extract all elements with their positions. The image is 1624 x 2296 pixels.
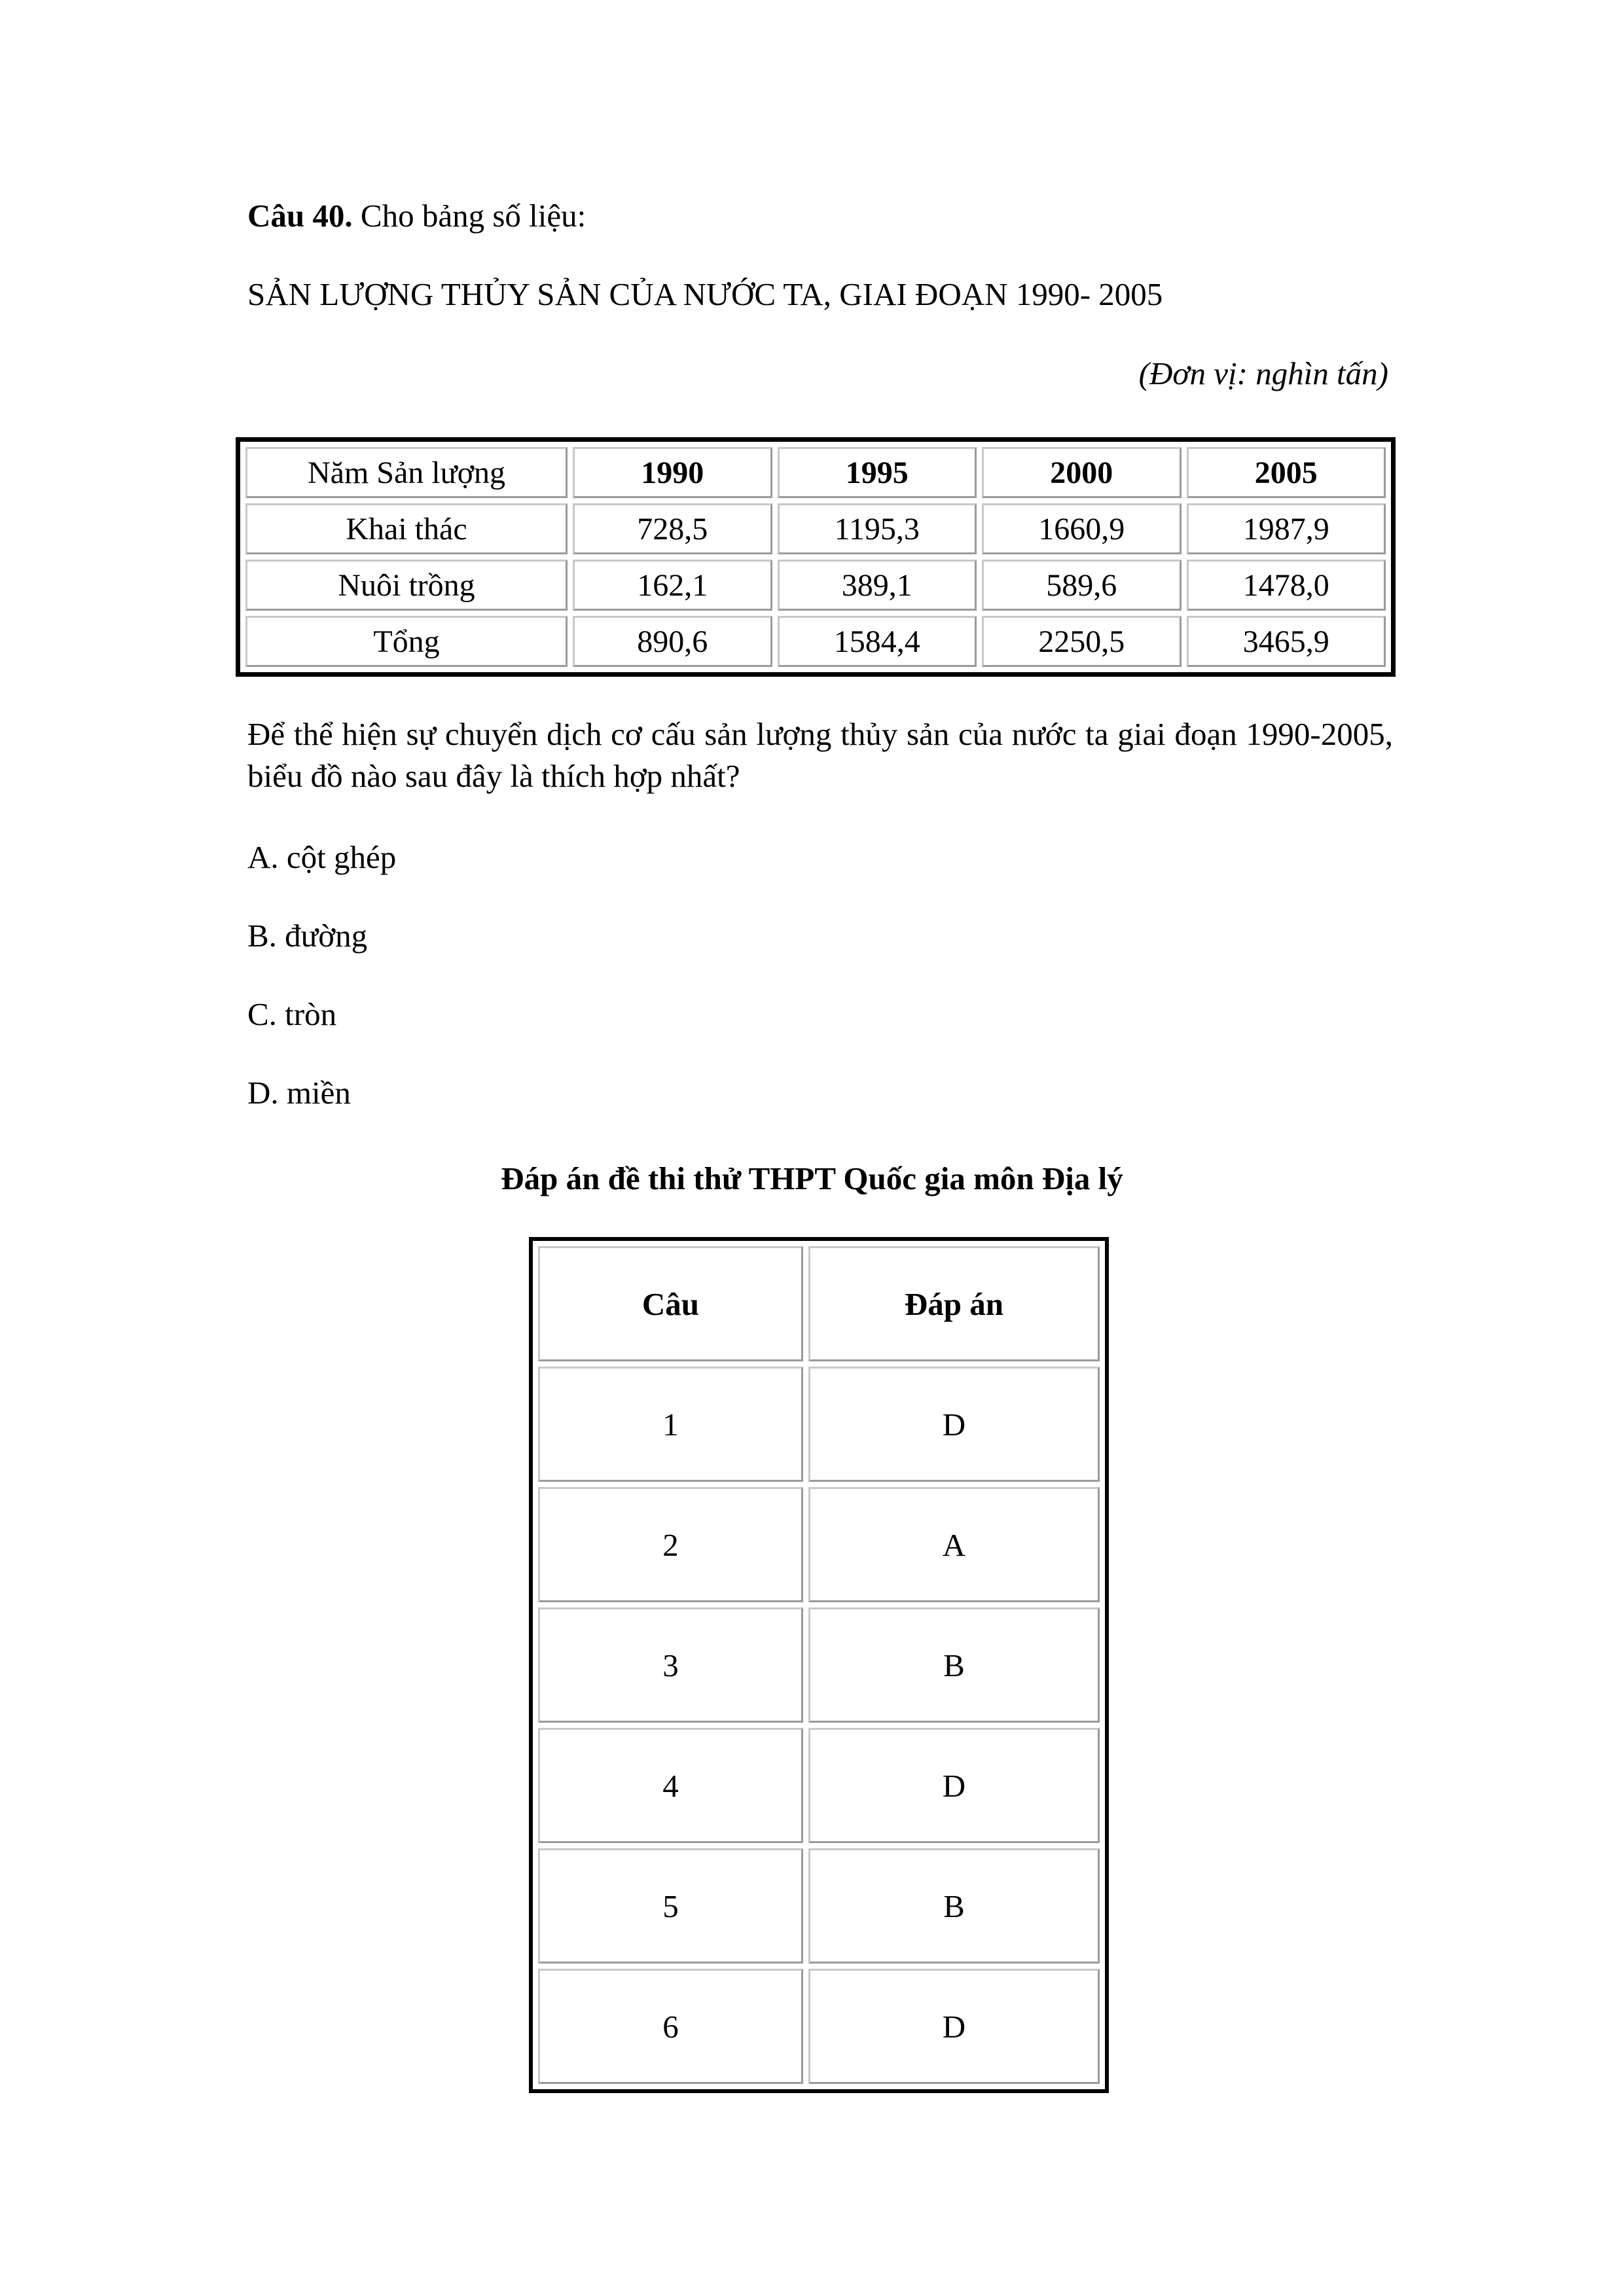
question-number-cell: 1 bbox=[538, 1367, 803, 1482]
answer-cell: D bbox=[808, 1969, 1100, 2084]
table-cell: 1195,3 bbox=[778, 503, 977, 554]
header-cell: Câu bbox=[538, 1246, 803, 1361]
question-prompt: Để thể hiện sự chuyển dịch cơ cấu sản lượng thủy sản của nước ta giai đoạn 1990-2005, biểu đồ nào sau đây là thích hợp nhất? bbox=[247, 716, 1393, 794]
table-cell: 589,6 bbox=[982, 560, 1182, 611]
answer-cell: B bbox=[808, 1607, 1100, 1723]
question-number-cell: 3 bbox=[538, 1607, 803, 1723]
answer-row bbox=[538, 1607, 1100, 1723]
header-cell: Đáp án bbox=[808, 1246, 1100, 1361]
answers-header-row bbox=[538, 1246, 1100, 1361]
header-cell: 1995 bbox=[778, 447, 977, 498]
option-b: B. đường bbox=[247, 918, 368, 954]
unit-note: (Đơn vị: nghìn tấn) bbox=[1138, 355, 1388, 391]
row-label: Khai thác bbox=[245, 503, 568, 554]
table-cell: 1987,9 bbox=[1187, 503, 1386, 554]
answers-table bbox=[529, 1237, 1109, 2093]
answer-row bbox=[538, 1728, 1100, 1843]
row-label: Tổng bbox=[245, 616, 568, 667]
question-number-cell: 6 bbox=[538, 1969, 803, 2084]
answer-row bbox=[538, 1487, 1100, 1602]
table-cell: 1584,4 bbox=[778, 616, 977, 667]
row-label: Nuôi trồng bbox=[245, 560, 568, 611]
table-cell: 890,6 bbox=[573, 616, 772, 667]
answer-cell: D bbox=[808, 1728, 1100, 1843]
answer-cell: D bbox=[808, 1367, 1100, 1482]
table-cell: 1478,0 bbox=[1187, 560, 1386, 611]
header-cell: Năm Sản lượng bbox=[245, 447, 568, 498]
table-cell: 1660,9 bbox=[982, 503, 1182, 554]
question-number-cell: 2 bbox=[538, 1487, 803, 1602]
table-cell: 3465,9 bbox=[1187, 616, 1386, 667]
production-table bbox=[236, 437, 1396, 677]
table-cell: 728,5 bbox=[573, 503, 772, 554]
question-number-cell: 4 bbox=[538, 1728, 803, 1843]
answer-row bbox=[538, 1367, 1100, 1482]
table-header-row bbox=[245, 447, 1386, 498]
table-cell: 162,1 bbox=[573, 560, 772, 611]
question-number: Câu 40. bbox=[247, 198, 353, 234]
option-a: A. cột ghép bbox=[247, 839, 397, 875]
question-intro: Cho bảng số liệu: bbox=[352, 198, 586, 234]
option-c: C. tròn bbox=[247, 996, 337, 1032]
answer-cell: A bbox=[808, 1487, 1100, 1602]
header-cell: 2000 bbox=[982, 447, 1182, 498]
answer-cell: B bbox=[808, 1848, 1100, 1964]
option-d: D. miền bbox=[247, 1075, 351, 1111]
question-number-cell: 5 bbox=[538, 1848, 803, 1964]
table-row bbox=[245, 616, 1386, 667]
table-cell: 2250,5 bbox=[982, 616, 1182, 667]
header-cell: 1990 bbox=[573, 447, 772, 498]
table-cell: 389,1 bbox=[778, 560, 977, 611]
answers-title: Đáp án đề thi thử THPT Quốc gia môn Địa lý bbox=[501, 1160, 1123, 1196]
answer-row bbox=[538, 1848, 1100, 1964]
header-cell: 2005 bbox=[1187, 447, 1386, 498]
table-row bbox=[245, 503, 1386, 554]
table-row bbox=[245, 560, 1386, 611]
answer-row bbox=[538, 1969, 1100, 2084]
question-heading bbox=[247, 196, 586, 236]
table-title: SẢN LƯỢNG THỦY SẢN CỦA NƯỚC TA, GIAI ĐOẠN 1990- 2005 bbox=[247, 276, 1163, 312]
